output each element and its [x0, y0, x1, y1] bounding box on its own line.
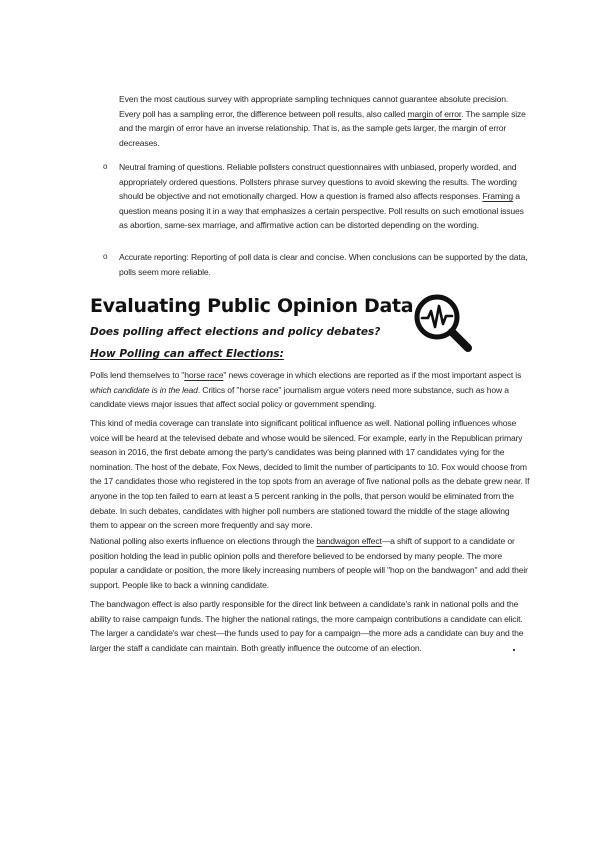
intro-text-start: Even the most cautious survey with appropriate sampling techniques cannot guarantee absolute precision. Every poll has a sampling error, the difference between poll results, also called	[119, 94, 509, 119]
horse-race-text-start: Polls lend themselves to "	[90, 370, 185, 380]
bullet-text	[119, 160, 533, 233]
horse-race-emphasis: which candidate is in the lead	[90, 384, 198, 395]
campaign-funds-paragraph: The bandwagon effect is also partly responsible for the direct link between a candidate's rank in national polls and the ability to raise campaign funds. The higher the national ratings, the more campaign contributions a candidate can elicit. The larger a candidate's war chest—the funds used to pay for a campaign—the more ads a candidate can buy and the larger the staff a candidate can maintain. Both greatly influence the outcome of an election.	[90, 599, 524, 653]
horse-race-text-mid: " news coverage in which elections are reported as if the most important aspect is	[223, 370, 522, 380]
framing-text-end: a question means posing it in a way that emphasizes a certain perspective. Poll results on such emotional issues as abortion, same-sex marriage, and affirmative action can be distorted depending on the wording.	[119, 191, 524, 231]
debate-paragraph: This kind of media coverage can translate into significant political influence as well. National polling influences whose voice will be heard at the televised debate and whose would be silenced. For example, early in the Republican primary season in 2016, the first debate among the party's candidates was being planned with 17 candidates vying for the nomination. The host of the debate, Fox News, decided to limit the number of participants to 10. Fox would choose from the 17 candidates those who registered in the top spots from an average of five national polls as the debate grew near. If anyone in the top ten failed to earn at least a 5 percent ranking in the polls, that person would be eliminated from the debate. In such debates, candidates with higher poll numbers are stationed toward the middle of the stage allowing them to appear on the screen more frequently and say more.	[90, 418, 530, 531]
bandwagon-text-end: —a shift of support to a candidate or position holding the lead in public opinion polls and therefore believed to be endorsed by many people. The more popular a candidate or position, the more likely increasing numbers of people will "hop on the bandwagon" and add their support. People like to back a winning candidate.	[90, 536, 528, 590]
framing-text-start: Neutral framing of questions. Reliable pollsters construct questionnaires with unbiased, properly worded, and appropriately ordered questions. Pollsters phrase survey questions to avoid skewing the results. The wording should be objective and not emotionally charged. How a question is framed also affects responses.	[119, 162, 517, 202]
bullet-accurate-reporting	[103, 250, 533, 279]
margin-of-error-term: margin of error	[407, 108, 462, 119]
margin-of-error-paragraph	[119, 92, 529, 150]
bullet-text: Accurate reporting: Reporting of poll data is clear and concise. When conclusions can be supported by the data, polls seem more reliable.	[119, 252, 528, 277]
horse-race-paragraph	[90, 368, 530, 412]
horse-race-term: horse race	[184, 370, 224, 380]
magnifier-pulse-icon	[408, 291, 478, 355]
bandwagon-paragraph	[90, 534, 530, 592]
stray-dot	[513, 649, 515, 651]
bullet-marker: o	[103, 252, 108, 261]
horse-race-text-end: . Critics of "horse race" journalism argue voters need more substance, such as how a candidate views major issues that affect social policy or government spending.	[90, 384, 509, 410]
framing-term: Framing	[482, 191, 513, 202]
section-question: Does polling affect elections and policy debates?	[90, 326, 381, 338]
section-title: Evaluating Public Opinion Data	[90, 295, 414, 317]
bullet-marker: o	[103, 162, 108, 171]
bandwagon-effect-term: bandwagon effect	[316, 536, 382, 546]
intro-text-end: . The sample size and the margin of error have an inverse relationship. That is, as the sample gets larger, the margin of error decreases.	[119, 108, 526, 148]
bullet-neutral-framing	[103, 160, 533, 233]
section-subheading: How Polling can affect Elections:	[90, 348, 284, 360]
bandwagon-text-start: National polling also exerts influence on elections through the	[90, 536, 317, 546]
